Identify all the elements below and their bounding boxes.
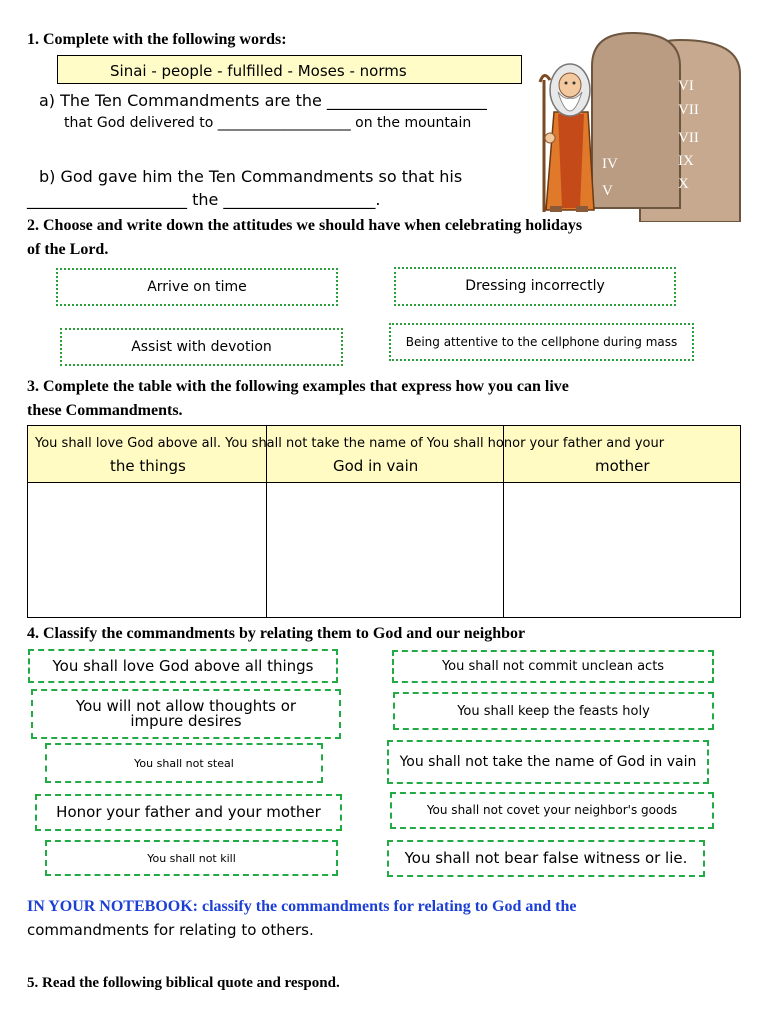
- commandment-text: You shall not commit unclean acts: [441, 659, 665, 674]
- commandment-card: [390, 792, 714, 829]
- tablet-numeral: V: [602, 183, 613, 199]
- commandment-text: You shall not kill: [147, 851, 236, 865]
- commandment-text: You shall not steal: [134, 756, 234, 770]
- table-header-label: God in vain: [333, 457, 419, 475]
- commandment-card: [392, 650, 714, 683]
- commandment-text: You shall not covet your neighbor's goods: [426, 803, 678, 817]
- table-header-examples: You shall love God above all. You shall not take the name of You shall honor your father and your: [35, 436, 665, 451]
- tablet-numeral: IV: [602, 156, 618, 172]
- q3-title-line1: 3. Complete the table with the following examples that express how you can live: [27, 378, 569, 395]
- commandment-card: [35, 794, 342, 831]
- attitude-text: Arrive on time: [147, 278, 247, 295]
- table-header-label: the things: [110, 457, 186, 475]
- attitude-text: Dressing incorrectly: [465, 278, 605, 294]
- commandment-text: You will not allow thoughts or impure desires: [75, 697, 297, 730]
- commandment-card: [28, 649, 338, 683]
- attitude-option: [394, 267, 676, 306]
- attitude-option: [389, 323, 694, 361]
- q1-a-line2: that God delivered to ___________________ on the mountain: [64, 115, 472, 131]
- notebook-instruction: IN YOUR NOTEBOOK: classify the commandments for relating to God and the: [27, 898, 577, 915]
- q1-a-line1: a) The Ten Commandments are the ____________________: [39, 91, 487, 110]
- attitude-option: [60, 328, 343, 366]
- commandment-text: You shall not take the name of God in vain: [399, 753, 697, 770]
- table-header-label: mother: [595, 457, 650, 475]
- commandment-card: [45, 743, 323, 783]
- q2-title-line1: 2. Choose and write down the attitudes we should have when celebrating holidays: [27, 217, 583, 234]
- commandments-table: [27, 425, 741, 618]
- commandment-card: [387, 840, 705, 877]
- q5-title: 5. Read the following biblical quote and respond.: [27, 975, 340, 991]
- tablet-numeral: VI: [678, 78, 694, 94]
- tablet-numeral: VII: [678, 102, 699, 118]
- commandment-card: [393, 692, 714, 730]
- commandment-text: You shall love God above all things: [52, 656, 314, 675]
- table-answer-cell[interactable]: [504, 483, 741, 618]
- moses-tablets-illustration: [532, 30, 758, 222]
- commandment-card: [31, 689, 341, 739]
- tablet-numeral: IX: [678, 153, 694, 169]
- q1-title: 1. Complete with the following words:: [27, 31, 287, 48]
- commandment-text: Honor your father and your mother: [56, 803, 321, 821]
- q1-b-line2: ____________________ the ___________________.: [27, 190, 381, 209]
- word-bank: Sinai - people - fulfilled - Moses - norms: [57, 55, 522, 84]
- q4-title: 4. Classify the commandments by relating them to God and our neighbor: [27, 625, 526, 642]
- q2-title-line2: of the Lord.: [27, 241, 109, 258]
- commandment-card: [45, 840, 338, 876]
- table-answer-cell[interactable]: [28, 483, 267, 618]
- tablet-numeral: VII: [678, 130, 699, 146]
- commandment-text: You shall keep the feasts holy: [457, 703, 650, 719]
- tablet-numeral: X: [678, 176, 689, 192]
- table-answer-cell[interactable]: [267, 483, 504, 618]
- attitude-text: Assist with devotion: [131, 338, 272, 355]
- attitude-text: Being attentive to the cellphone during mass: [405, 334, 678, 349]
- notebook-instruction-line2: commandments for relating to others.: [27, 921, 314, 939]
- commandment-text: You shall not bear false witness or lie.: [404, 849, 688, 867]
- q3-title-line2: these Commandments.: [27, 402, 183, 419]
- attitude-option: [56, 268, 338, 306]
- commandment-card: [387, 740, 709, 784]
- q1-b-line1: b) God gave him the Ten Commandments so that his: [39, 167, 463, 186]
